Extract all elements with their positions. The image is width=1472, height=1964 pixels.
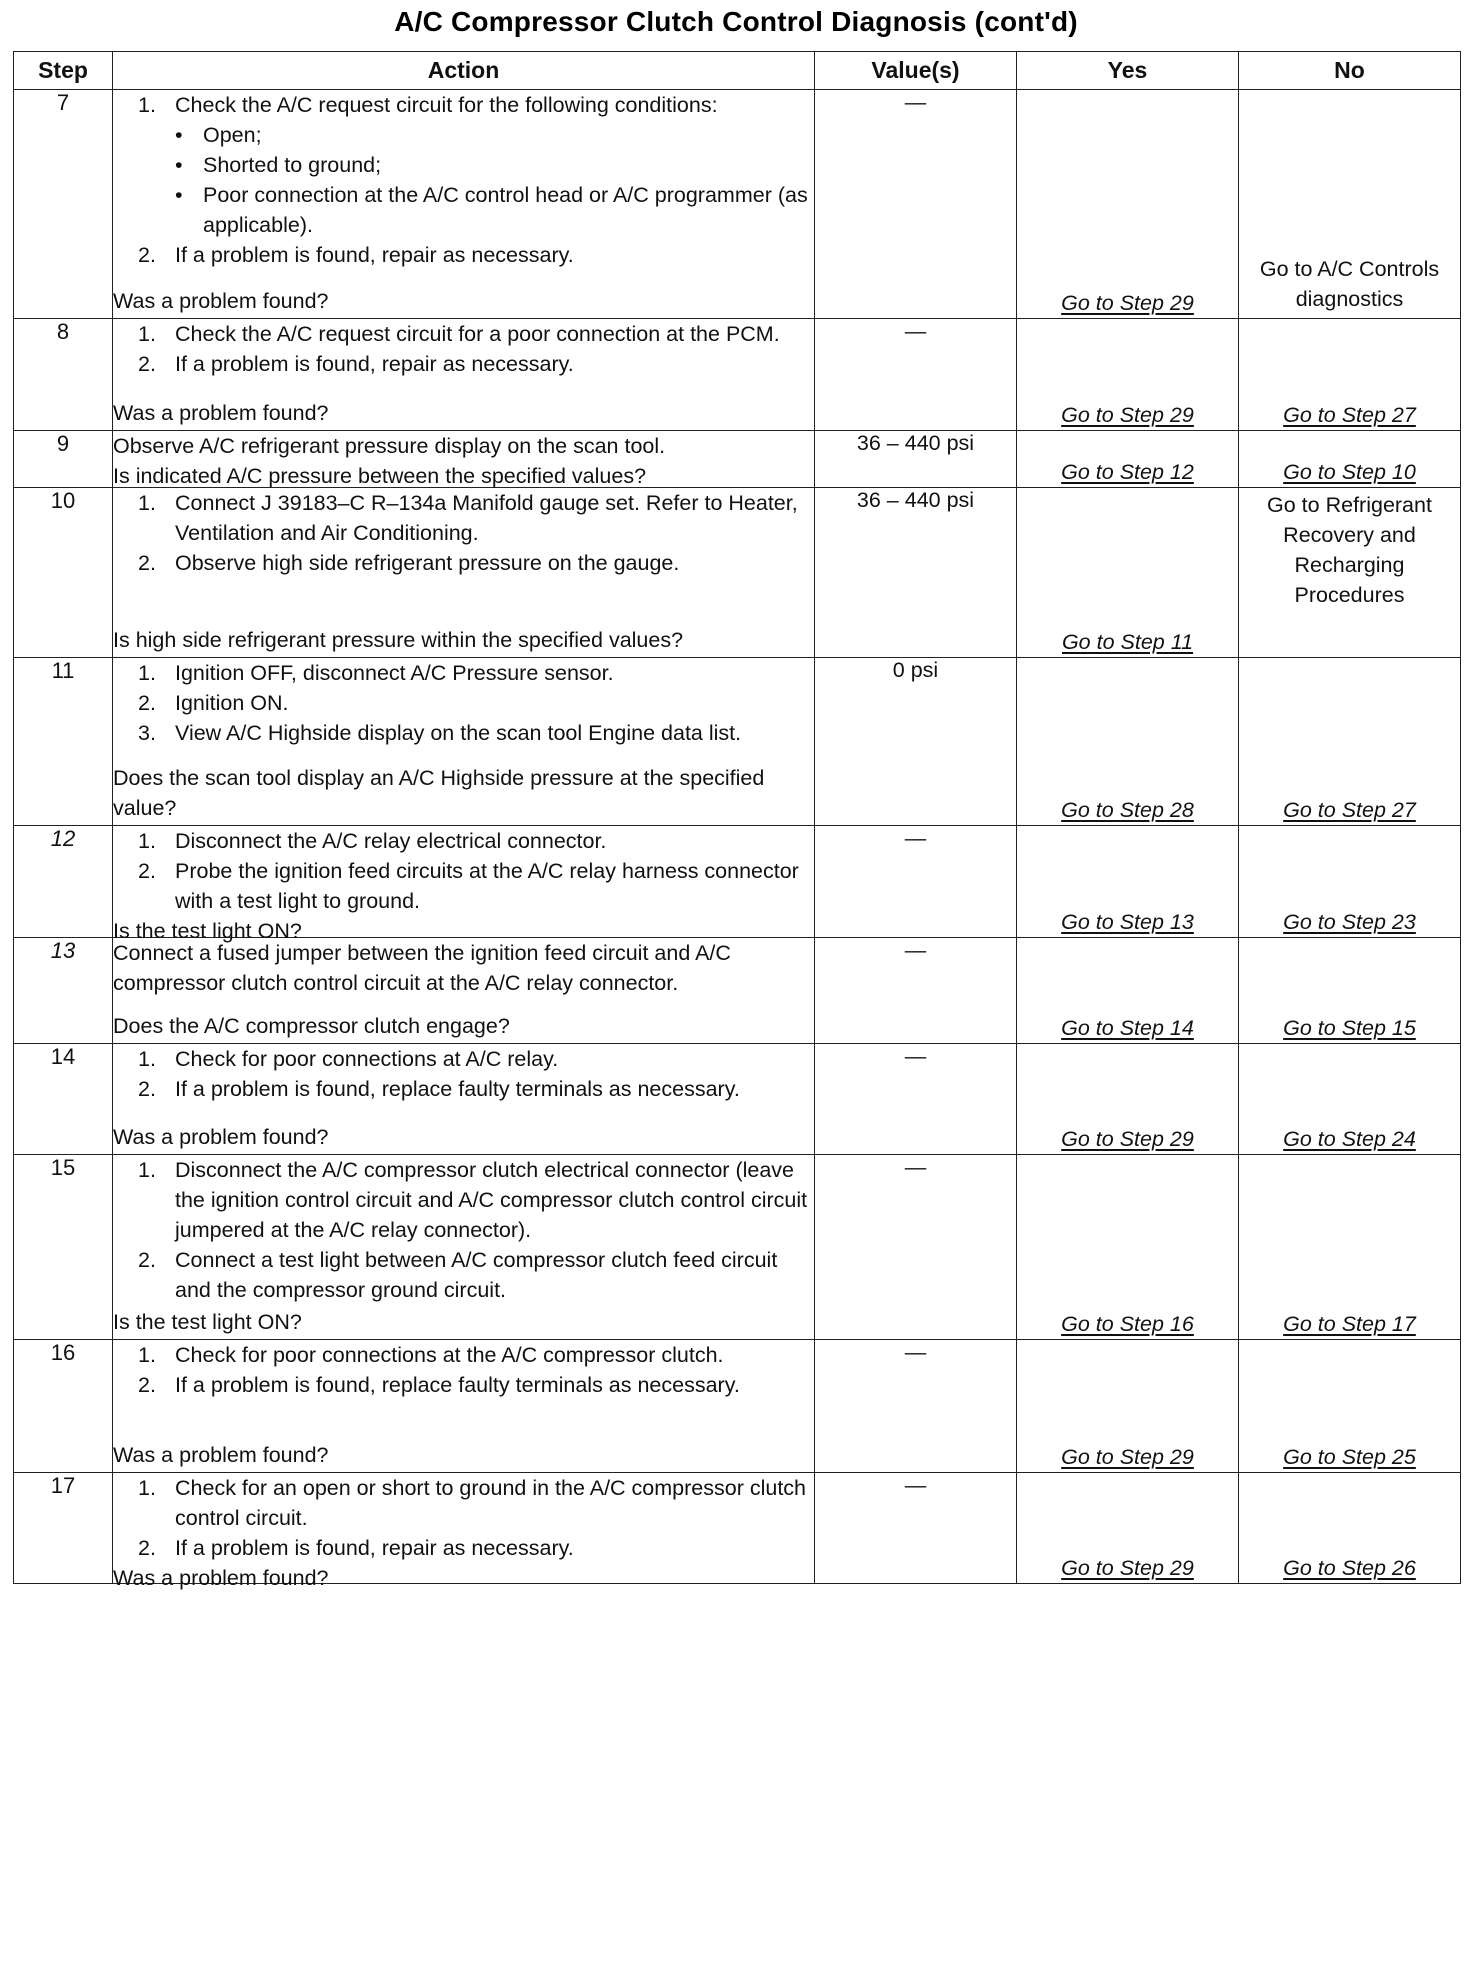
yes-cell	[1017, 90, 1239, 319]
step-number: 12	[14, 826, 113, 938]
action-content	[113, 938, 814, 1041]
bullet-item	[113, 180, 814, 240]
list-item-text: Check the A/C request circuit for a poor connection at the PCM.	[175, 322, 780, 346]
header-yes: Yes	[1017, 52, 1239, 90]
numbered-item	[113, 658, 814, 688]
numbered-item	[113, 856, 814, 916]
no-goto: Go to Step 17	[1283, 1312, 1416, 1336]
list-item-text: If a problem is found, repair as necessary.	[175, 243, 574, 267]
action-content	[113, 658, 814, 823]
header-row	[14, 52, 1461, 90]
header-action: Action	[113, 52, 815, 90]
bullet-mark: •	[175, 183, 183, 207]
numbered-item	[113, 1340, 814, 1370]
no-goto: Go to Step 23	[1283, 910, 1416, 934]
table-row	[14, 658, 1461, 826]
list-item-text: Check for an open or short to ground in the A/C compressor clutch control circuit.	[175, 1476, 806, 1530]
no-cell	[1239, 488, 1461, 658]
item-number: 3.	[138, 721, 156, 745]
numbered-item	[113, 1074, 814, 1104]
step-number: 13	[14, 938, 113, 1044]
action-cell	[113, 319, 815, 431]
table-row	[14, 431, 1461, 488]
yes-goto: Go to Step 16	[1061, 1312, 1194, 1336]
yes-goto: Go to Step 14	[1061, 1016, 1194, 1040]
no-cell	[1239, 1044, 1461, 1155]
item-number: 2.	[138, 243, 156, 267]
action-content	[113, 1155, 814, 1337]
yes-cell	[1017, 1340, 1239, 1473]
action-content	[113, 90, 814, 316]
yes-goto: Go to Step 29	[1061, 1127, 1194, 1151]
list-item-text: Connect a test light between A/C compressor clutch feed circuit and the compressor ground circuit.	[175, 1248, 778, 1302]
list-item-text: Ignition OFF, disconnect A/C Pressure sensor.	[175, 661, 614, 685]
yes-cell	[1017, 488, 1239, 658]
action-content	[113, 1340, 814, 1470]
yes-goto: Go to Step 29	[1061, 291, 1194, 315]
list-item-text: Poor connection at the A/C control head or A/C programmer (as applicable).	[203, 183, 808, 237]
question-text: Is the test light ON?	[113, 1310, 302, 1334]
no-cell	[1239, 1473, 1461, 1584]
step-number: 8	[14, 319, 113, 431]
no-cell	[1239, 90, 1461, 319]
question-text: Does the A/C compressor clutch engage?	[113, 1014, 510, 1038]
numbered-item	[113, 319, 814, 349]
yes-cell	[1017, 826, 1239, 938]
numbered-item	[113, 90, 814, 120]
step-number: 16	[14, 1340, 113, 1473]
action-cell	[113, 1044, 815, 1155]
table-row	[14, 1044, 1461, 1155]
list-item-text: If a problem is found, repair as necessary.	[175, 1536, 574, 1560]
list-item-text: Connect J 39183–C R–134a Manifold gauge set. Refer to Heater, Ventilation and Air Conditioning.	[175, 491, 798, 545]
list-item-text: If a problem is found, repair as necessary.	[175, 352, 574, 376]
list-item-text: Open;	[203, 123, 262, 147]
value-cell: 36 – 440 psi	[815, 431, 1017, 488]
question-text: Was a problem found?	[113, 1566, 329, 1590]
yes-goto: Go to Step 29	[1061, 403, 1194, 427]
item-number: 2.	[138, 352, 156, 376]
no-goto: Go to Step 26	[1283, 1556, 1416, 1580]
item-number: 1.	[138, 491, 156, 515]
action-cell	[113, 658, 815, 826]
question-text: Was a problem found?	[113, 1125, 329, 1149]
list-item-text: Disconnect the A/C compressor clutch electrical connector (leave the ignition control circuit and A/C compressor clutch control circuit jumpered at the A/C relay connector).	[175, 1158, 808, 1242]
value-cell: —	[815, 1044, 1017, 1155]
table-row	[14, 90, 1461, 319]
action-cell	[113, 488, 815, 658]
numbered-item	[113, 1245, 814, 1305]
item-number: 2.	[138, 691, 156, 715]
step-number: 11	[14, 658, 113, 826]
item-number: 2.	[138, 1248, 156, 1272]
yes-cell	[1017, 319, 1239, 431]
no-cell	[1239, 826, 1461, 938]
header-values: Value(s)	[815, 52, 1017, 90]
table-body	[14, 90, 1461, 1590]
item-number: 2.	[138, 1536, 156, 1560]
yes-cell	[1017, 431, 1239, 488]
question-text: Is indicated A/C pressure between the specified values?	[113, 464, 647, 488]
action-cell	[113, 938, 815, 1044]
yes-goto: Go to Step 13	[1061, 910, 1194, 934]
item-number: 1.	[138, 1158, 156, 1182]
numbered-item	[113, 1533, 814, 1563]
value-cell: —	[815, 938, 1017, 1044]
numbered-item	[113, 488, 814, 548]
action-content	[113, 1044, 814, 1152]
item-number: 1.	[138, 829, 156, 853]
item-number: 2.	[138, 1077, 156, 1101]
value-cell: —	[815, 319, 1017, 431]
value-cell: —	[815, 1340, 1017, 1473]
value-cell: 36 – 440 psi	[815, 488, 1017, 658]
action-content	[113, 431, 814, 488]
no-cell	[1239, 319, 1461, 431]
yes-cell	[1017, 1473, 1239, 1584]
no-goto: Go to Step 10	[1283, 460, 1416, 484]
action-cell	[113, 1155, 815, 1340]
yes-goto: Go to Step 29	[1061, 1445, 1194, 1469]
bullet-mark: •	[175, 153, 183, 177]
list-item-text: Probe the ignition feed circuits at the A/C relay harness connector with a test light to ground.	[175, 859, 799, 913]
item-number: 2.	[138, 551, 156, 575]
numbered-item	[113, 1370, 814, 1400]
item-number: 1.	[138, 1476, 156, 1500]
list-item-text: If a problem is found, replace faulty terminals as necessary.	[175, 1373, 740, 1397]
bullet-item	[113, 120, 814, 150]
numbered-item	[113, 688, 814, 718]
yes-goto: Go to Step 12	[1061, 460, 1194, 484]
header-no: No	[1239, 52, 1461, 90]
list-item-text: Check the A/C request circuit for the following conditions:	[175, 93, 718, 117]
yes-goto: Go to Step 29	[1061, 1556, 1194, 1580]
table-row	[14, 1340, 1461, 1473]
value-cell: —	[815, 90, 1017, 319]
item-number: 2.	[138, 859, 156, 883]
list-item-text: Disconnect the A/C relay electrical connector.	[175, 829, 607, 853]
list-item-text: Observe high side refrigerant pressure on the gauge.	[175, 551, 680, 575]
action-text: Observe A/C refrigerant pressure display on the scan tool.	[113, 434, 666, 458]
list-item-text: Check for poor connections at A/C relay.	[175, 1047, 559, 1071]
table-row	[14, 826, 1461, 938]
action-cell	[113, 1340, 815, 1473]
numbered-item	[113, 240, 814, 270]
question-text: Does the scan tool display an A/C Highside pressure at the specified value?	[113, 766, 765, 820]
no-cell	[1239, 1340, 1461, 1473]
item-number: 1.	[138, 322, 156, 346]
numbered-item	[113, 548, 814, 578]
action-cell	[113, 90, 815, 319]
numbered-item	[113, 1155, 814, 1245]
no-cell	[1239, 431, 1461, 488]
table-row	[14, 1473, 1461, 1584]
yes-goto: Go to Step 28	[1061, 798, 1194, 822]
list-item-text: Check for poor connections at the A/C compressor clutch.	[175, 1343, 724, 1367]
yes-cell	[1017, 1155, 1239, 1340]
yes-goto: Go to Step 11	[1061, 630, 1194, 654]
step-number: 17	[14, 1473, 113, 1584]
table-row	[14, 1155, 1461, 1340]
action-cell	[113, 826, 815, 943]
item-number: 1.	[138, 1343, 156, 1367]
value-cell: —	[815, 826, 1017, 938]
no-cell	[1239, 1155, 1461, 1340]
no-goto: Go to Step 27	[1283, 403, 1416, 427]
value-cell: —	[815, 1473, 1017, 1584]
action-content	[113, 488, 814, 655]
action-cell	[113, 1473, 815, 1590]
step-number: 10	[14, 488, 113, 658]
action-cell	[113, 431, 815, 488]
diagnosis-table	[13, 51, 1461, 1590]
numbered-item	[113, 826, 814, 856]
table-row	[14, 938, 1461, 1044]
list-item-text: View A/C Highside display on the scan tool Engine data list.	[175, 721, 742, 745]
action-text: Connect a fused jumper between the ignition feed circuit and A/C compressor clutch control circuit at the A/C relay connector.	[113, 941, 731, 995]
action-content	[113, 1473, 814, 1590]
action-content	[113, 319, 814, 428]
bullet-mark: •	[175, 123, 183, 147]
yes-cell	[1017, 658, 1239, 826]
question-text: Is the test light ON?	[113, 919, 302, 943]
yes-cell	[1017, 1044, 1239, 1155]
item-number: 1.	[138, 1047, 156, 1071]
step-number: 15	[14, 1155, 113, 1340]
numbered-item	[113, 349, 814, 379]
table-row	[14, 319, 1461, 431]
list-item-text: If a problem is found, replace faulty terminals as necessary.	[175, 1077, 740, 1101]
value-cell: 0 psi	[815, 658, 1017, 826]
step-number: 14	[14, 1044, 113, 1155]
no-cell	[1239, 658, 1461, 826]
list-item-text: Shorted to ground;	[203, 153, 382, 177]
header-step: Step	[14, 52, 113, 90]
item-number: 1.	[138, 93, 156, 117]
no-goto: Go to Step 15	[1283, 1016, 1416, 1040]
question-text: Was a problem found?	[113, 1443, 329, 1467]
numbered-item	[113, 1473, 814, 1533]
step-number: 7	[14, 90, 113, 319]
no-goto: Go to Step 27	[1283, 798, 1416, 822]
item-number: 2.	[138, 1373, 156, 1397]
no-goto: Go to Refrigerant Recovery and Recharging Procedures	[1267, 493, 1432, 607]
no-goto: Go to A/C Controls diagnostics	[1259, 257, 1440, 311]
numbered-item	[113, 1044, 814, 1074]
no-cell	[1239, 938, 1461, 1044]
no-goto: Go to Step 25	[1283, 1445, 1416, 1469]
yes-cell	[1017, 938, 1239, 1044]
action-content	[113, 826, 814, 943]
question-text: Was a problem found?	[113, 289, 329, 313]
bullet-item	[113, 150, 814, 180]
page-title: A/C Compressor Clutch Control Diagnosis (cont'd)	[394, 6, 1078, 37]
value-cell: —	[815, 1155, 1017, 1340]
no-goto: Go to Step 24	[1283, 1127, 1416, 1151]
table-row	[14, 488, 1461, 658]
numbered-item	[113, 718, 814, 748]
question-text: Was a problem found?	[113, 401, 329, 425]
question-text: Is high side refrigerant pressure within the specified values?	[113, 628, 684, 652]
item-number: 1.	[138, 661, 156, 685]
list-item-text: Ignition ON.	[175, 691, 289, 715]
step-number: 9	[14, 431, 113, 488]
